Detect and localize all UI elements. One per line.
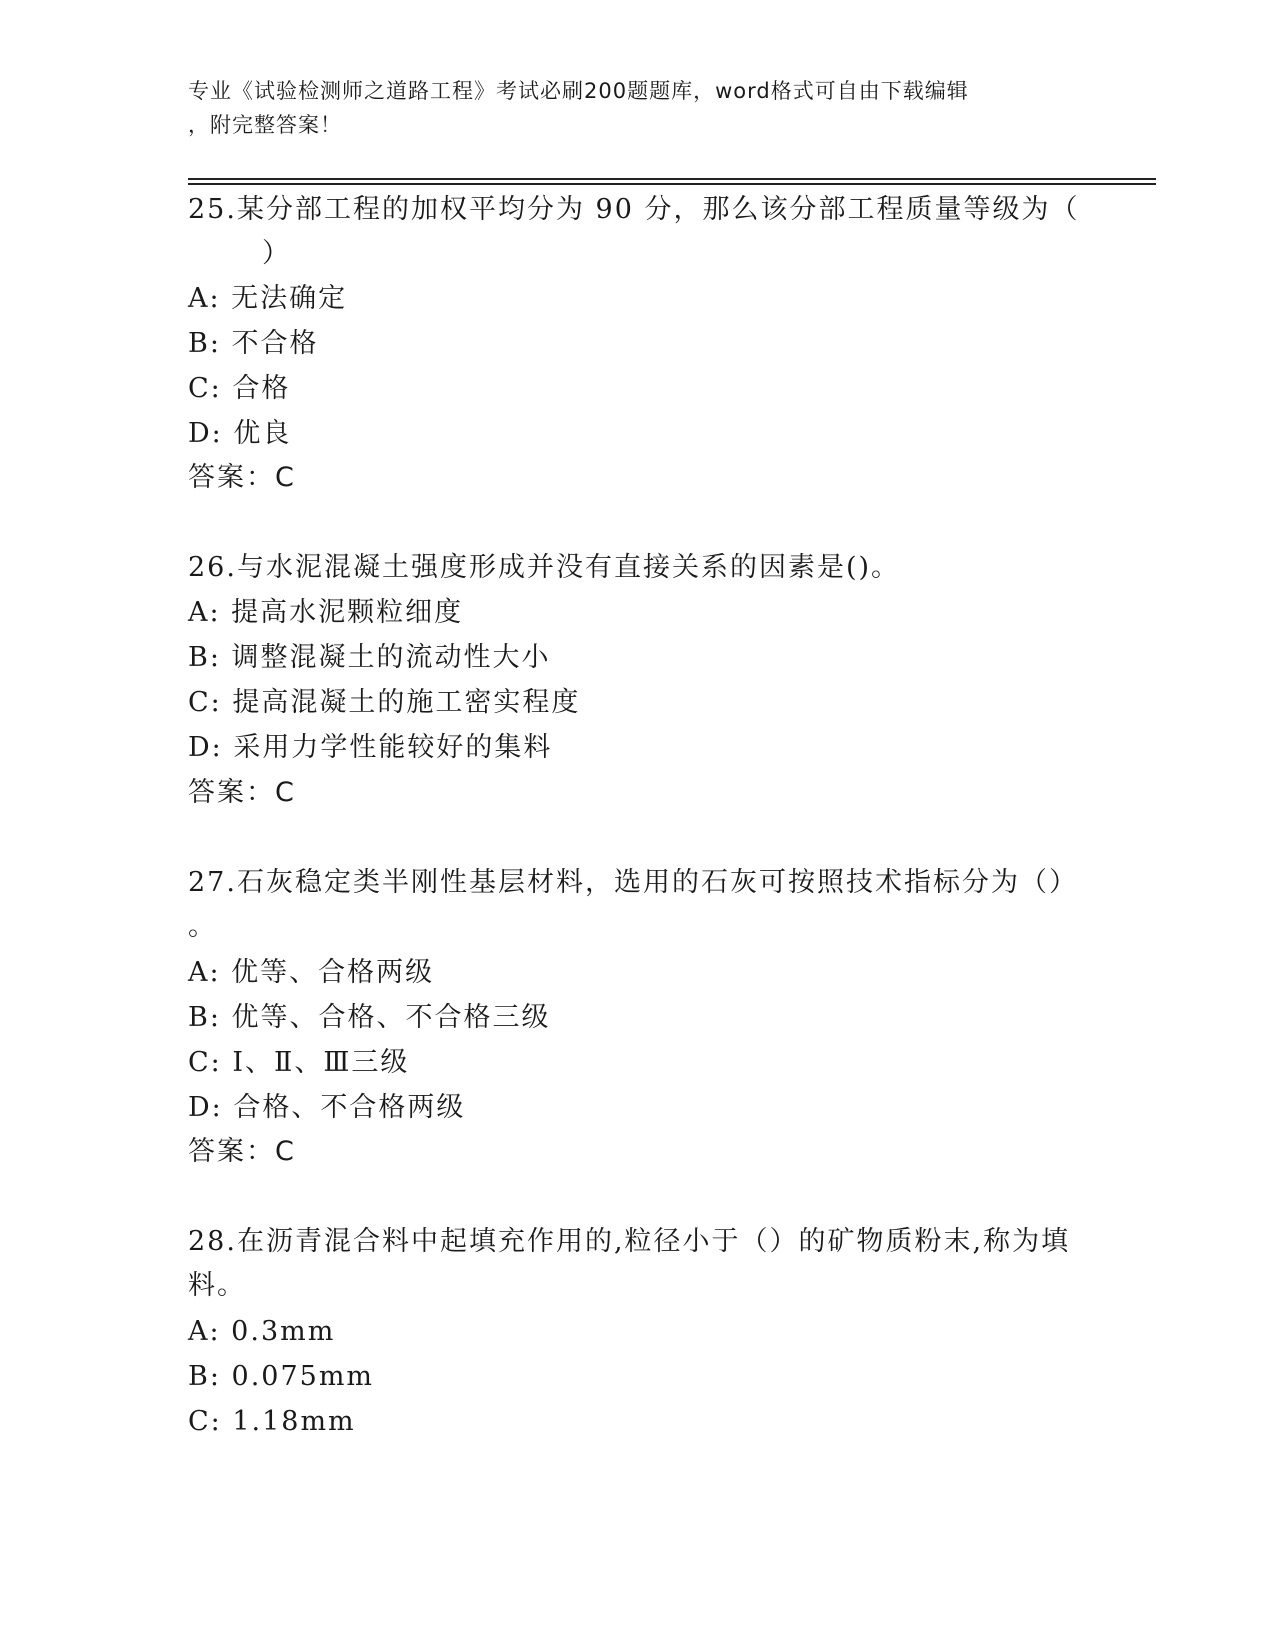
question-26-option-a: A: 提高水泥颗粒细度 (188, 597, 464, 628)
question-27-option-b: B: 优等、合格、不合格三级 (188, 1002, 551, 1033)
header-divider-top (188, 178, 1156, 180)
question-27-option-d: D: 合格、不合格两级 (188, 1092, 466, 1123)
header-divider-bottom (188, 183, 1156, 185)
question-27-option-c: C: Ⅰ、Ⅱ、Ⅲ三级 (188, 1047, 410, 1078)
question-27-answer: 答案：C (188, 1136, 296, 1167)
question-26-answer: 答案：C (188, 777, 296, 808)
header-line-1: 专业《试验检测师之道路工程》考试必刷200题题库，word格式可自由下载编辑 (188, 79, 969, 103)
question-28-stem-cont: 料。 (188, 1270, 246, 1301)
question-28-stem: 28.在沥青混合料中起填充作用的,粒径小于（）的矿物质粉末,称为填 (188, 1226, 1071, 1257)
question-28-option-b: B: 0.075mm (188, 1361, 375, 1392)
document-header (188, 74, 1068, 142)
question-27-stem: 27.石灰稳定类半刚性基层材料，选用的石灰可按照技术指标分为（） (188, 867, 1078, 898)
question-25-option-a: A: 无法确定 (188, 283, 348, 314)
question-28-option-c: C: 1.18mm (188, 1406, 356, 1437)
question-25-option-b: B: 不合格 (188, 328, 319, 359)
question-28-option-a: A: 0.3mm (188, 1316, 336, 1347)
question-26-option-b: B: 调整混凝土的流动性大小 (188, 642, 551, 673)
header-line-2: ，附完整答案！ (188, 113, 342, 137)
question-26-option-c: C: 提高混凝土的施工密实程度 (188, 687, 581, 718)
question-26-option-d: D: 采用力学性能较好的集料 (188, 732, 553, 763)
question-27-stem-cont: 。 (188, 911, 217, 942)
question-25-option-d: D: 优良 (188, 418, 292, 449)
question-25-option-c: C: 合格 (188, 373, 291, 404)
question-25-answer: 答案：C (188, 462, 296, 493)
question-25-stem: 25.某分部工程的加权平均分为 90 分，那么该分部工程质量等级为（ (188, 194, 1080, 225)
question-27-option-a: A: 优等、合格两级 (188, 957, 435, 988)
question-25-stem-cont: ） (262, 238, 291, 269)
question-26-stem: 26.与水泥混凝土强度形成并没有直接关系的因素是()。 (188, 552, 901, 583)
